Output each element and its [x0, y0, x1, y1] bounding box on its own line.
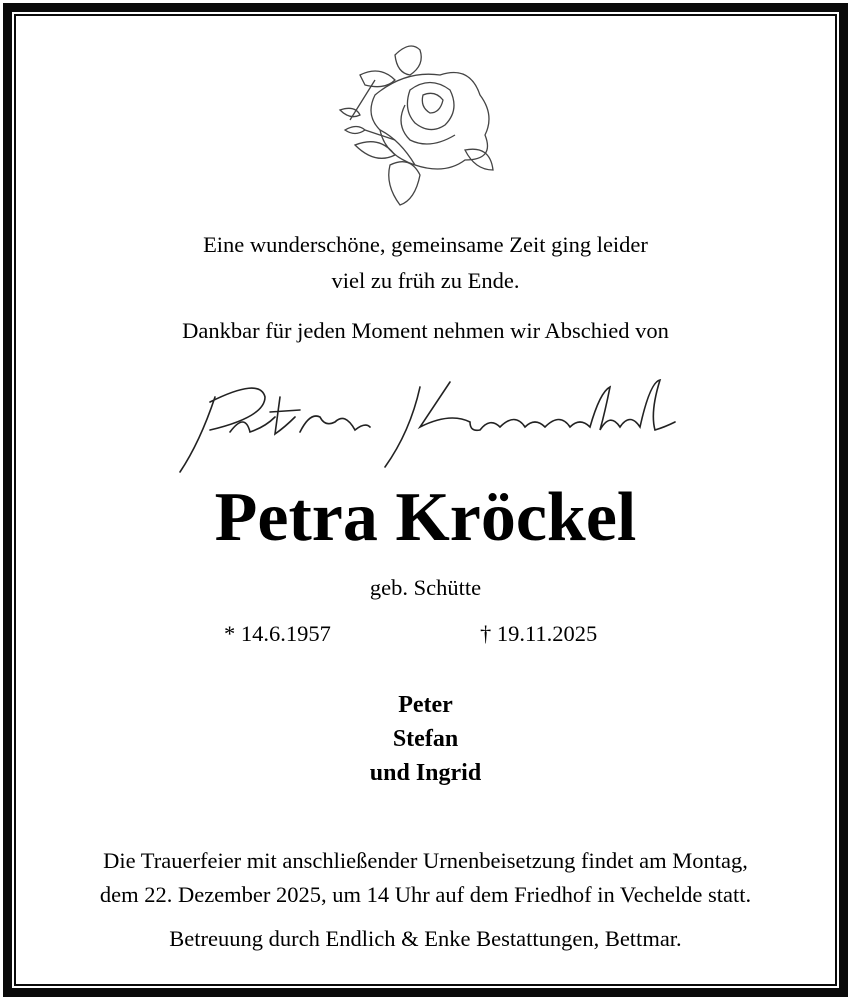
funeral-line-1: Die Trauerfeier mit anschließender Urnenbeisetzung findet am Montag,	[103, 848, 748, 873]
death-date: † 19.11.2025	[480, 621, 598, 646]
rose-illustration	[335, 35, 505, 210]
mourner-2: Stefan	[392, 726, 459, 752]
deceased-name: Petra Kröckel	[214, 479, 637, 556]
mourner-3: und Ingrid	[369, 760, 482, 786]
intro-line-2: viel zu früh zu Ende.	[331, 268, 520, 293]
handwritten-signature	[170, 372, 680, 477]
birth-date: * 14.6.1957	[224, 621, 331, 646]
intro-line-1: Eine wunderschöne, gemeinsame Zeit ging leider	[203, 232, 648, 257]
mourner-1: Peter	[398, 692, 453, 718]
birth-name: geb. Schütte	[369, 575, 482, 600]
intro-line-3: Dankbar für jeden Moment nehmen wir Abschied von	[182, 318, 669, 343]
undertaker-line: Betreuung durch Endlich & Enke Bestattungen, Bettmar.	[169, 926, 682, 951]
funeral-line-2: dem 22. Dezember 2025, um 14 Uhr auf dem Friedhof in Vechelde statt.	[99, 882, 752, 907]
